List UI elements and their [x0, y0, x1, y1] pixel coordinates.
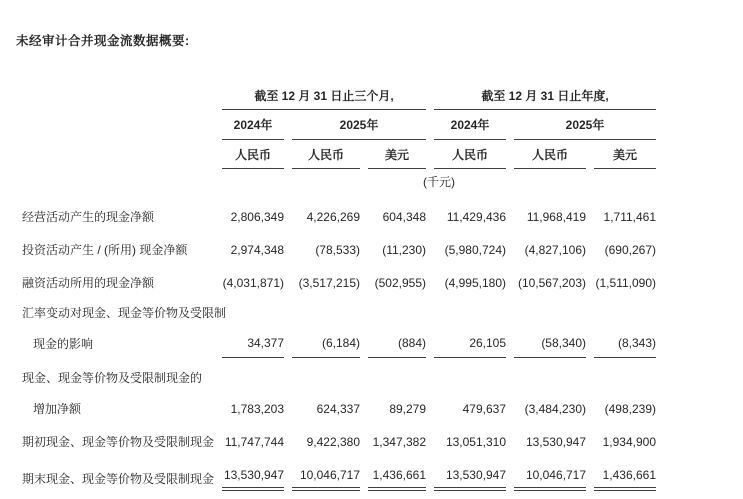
cell-value: (4,827,106) [524, 242, 587, 257]
cell-value: 4,226,269 [306, 210, 361, 225]
table-header-period-row [22, 80, 656, 110]
cell-value: 624,337 [316, 401, 361, 416]
cell-value: (11,230) [382, 242, 427, 257]
col-header-usd-2: 美元 [594, 140, 656, 170]
cell-value: 11,968,419 [526, 210, 587, 225]
cell-value: 1,934,900 [602, 434, 657, 449]
col-header-rmb-3: 人民币 [434, 140, 506, 170]
col-header-usd-1: 美元 [368, 140, 426, 170]
table-row-fx-effect-line1 [22, 293, 656, 321]
header-spacer [22, 140, 214, 170]
col-header-rmb-4: 人民币 [514, 140, 586, 170]
cell-value: 2,806,349 [230, 210, 285, 225]
col-group-full-year: 截至 12 月 31 日止年度, [434, 80, 656, 110]
cell-value: 9,422,380 [306, 434, 361, 449]
header-spacer [22, 80, 214, 110]
cell-value: (3,517,215) [298, 275, 361, 290]
header-spacer [22, 169, 214, 194]
cell-value: 13,530,947 [525, 434, 587, 449]
col-header-rmb-1: 人民币 [222, 140, 284, 170]
header-spacer [22, 110, 214, 140]
row-label: 期末现金、现金等价物及受限制现金 [22, 471, 215, 486]
col-header-rmb-2: 人民币 [292, 140, 360, 170]
cell-value: 1,436,661 [594, 452, 656, 492]
table-row-operating [22, 194, 656, 227]
table-row-ending-cash [22, 452, 656, 492]
cell-value: 34,377 [222, 320, 284, 358]
cash-flow-table [14, 80, 664, 491]
cell-value: 11,429,436 [446, 210, 507, 225]
table-row-net-increase-line2 [22, 386, 656, 419]
cell-value: 11,747,744 [224, 434, 285, 449]
cell-value: (3,484,230) [524, 401, 587, 416]
unit-note: (千元) [423, 175, 456, 190]
cell-value: 1,436,661 [368, 452, 426, 492]
table-unit-row [22, 169, 656, 194]
row-label: 现金的影响 [33, 337, 94, 352]
cell-value: (58,340) [514, 320, 586, 358]
row-label: 汇率变动对现金、现金等价物及受限制 [22, 305, 227, 320]
table-header-currency-row [22, 140, 656, 170]
cell-value: 1,711,461 [603, 210, 657, 225]
cell-value: 13,530,947 [434, 452, 506, 492]
cell-value: (498,239) [604, 401, 657, 416]
cell-value: (1,511,090) [595, 275, 657, 290]
cell-value: (10,567,203) [517, 275, 587, 290]
cell-value: 2,974,348 [230, 242, 285, 257]
cell-value: 604,348 [382, 210, 427, 225]
col-header-q-2024: 2024年 [222, 110, 284, 140]
table-row-beginning-cash [22, 419, 656, 452]
cell-value: 10,046,717 [514, 452, 586, 492]
cell-value: (690,267) [604, 242, 657, 257]
cell-value: 89,279 [389, 401, 427, 416]
cell-value: 479,637 [462, 401, 507, 416]
cell-value: (884) [368, 320, 426, 358]
table-header-year-row [22, 110, 656, 140]
page-title: 未经审计合并现金流数据概要: [16, 34, 190, 48]
cell-value: (502,955) [374, 275, 427, 290]
col-header-y-2025: 2025年 [514, 110, 656, 140]
cell-value: (8,343) [594, 320, 656, 358]
table-row-financing [22, 260, 656, 293]
cell-value: 13,530,947 [222, 452, 284, 492]
cell-value: (5,980,724) [444, 242, 507, 257]
cell-value: (4,031,871) [222, 275, 285, 290]
cell-value: (6,184) [292, 320, 360, 358]
row-label: 投资活动产生 / (所用) 现金净额 [22, 242, 188, 257]
cell-value: (78,533) [315, 242, 361, 257]
row-label: 现金、现金等价物及受限制现金的 [22, 371, 203, 386]
cell-value: (4,995,180) [444, 275, 507, 290]
col-group-three-months: 截至 12 月 31 日止三个月, [222, 80, 426, 110]
table-row-fx-effect-line2 [22, 320, 656, 358]
row-label: 增加净额 [33, 401, 82, 416]
table-row-net-increase-line1 [22, 358, 656, 386]
cell-value: 26,105 [434, 320, 506, 358]
cell-value: 13,051,310 [445, 434, 507, 449]
row-label: 经营活动产生的现金净额 [22, 210, 155, 225]
col-header-y-2024: 2024年 [434, 110, 506, 140]
row-label: 期初现金、现金等价物及受限制现金 [22, 434, 215, 449]
col-header-q-2025: 2025年 [292, 110, 426, 140]
cell-value: 1,347,382 [372, 434, 427, 449]
row-label: 融资活动所用的现金净额 [22, 275, 155, 290]
table-row-investing [22, 227, 656, 260]
cell-value: 10,046,717 [292, 452, 360, 492]
cell-value: 1,783,203 [230, 401, 285, 416]
